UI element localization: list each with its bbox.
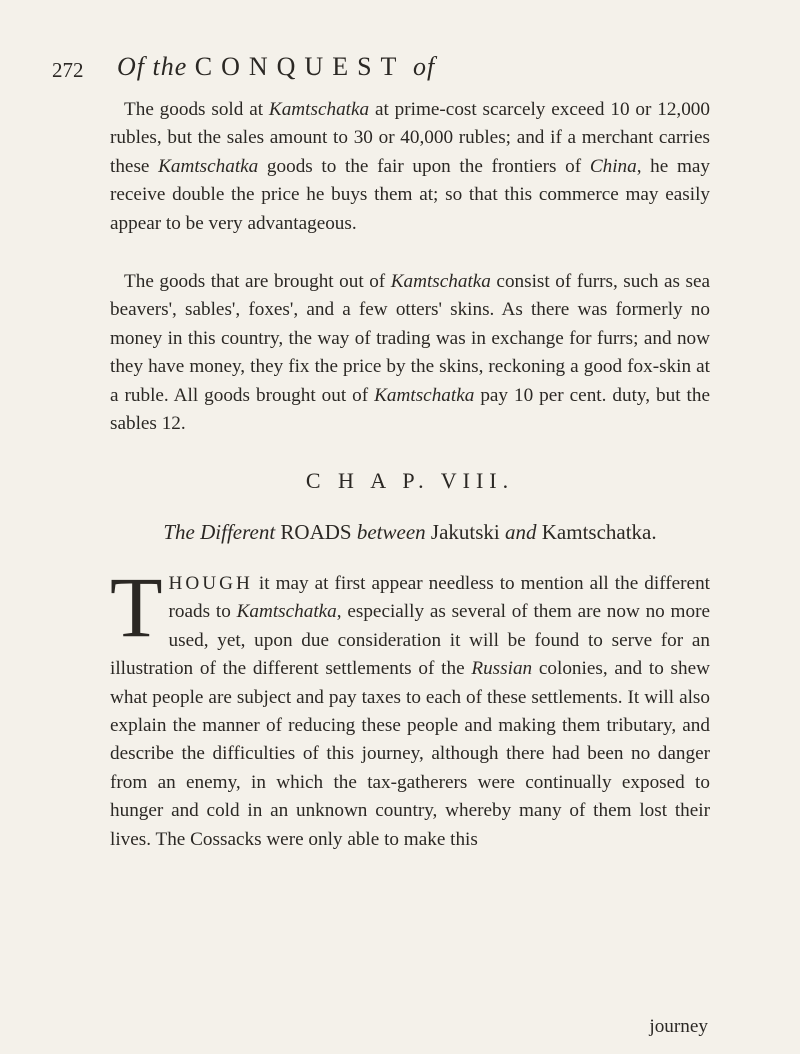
chapter-heading: C H A P. VIII. xyxy=(305,468,515,493)
first-word: HOUGH xyxy=(168,573,253,594)
paragraph-text: The goods that are brought out of Kamtschatka consist of furrs, such as sea beavers', sables', foxes', and a few otters' skins. As there was formerly no money in this country, the way of trading was in exchange for furrs; and now they have money, they fix the price by the skins, reckoning a good fox-skin at a ruble. All goods brought out of Kamtschatka pay 10 per cent. duty, but the sables 12. xyxy=(110,271,710,435)
paragraph-roads: THOUGH it may at first appear needless to mention all the different roads to Kamtschatka, especially as several of them are now no more used, yet, upon due consideration it will be found to serve for an illustration of the different settlements of the Russian colonies, and to shew what people are subject and pay taxes to each of these settlements. It will also explain the manner of reducing these people and making them tributary, and describe the difficulties of this journey, although there had been no danger from an enemy, in which the tax-gatherers were continually exposed to hunger and cold in an unknown country, whereby many of them lost their lives. The Cossacks were only able to make this xyxy=(110,559,710,850)
paragraph-furrs xyxy=(110,268,710,438)
chapter-subtitle: The Different ROADS between Jakutski and Kamtschatka. xyxy=(163,520,657,544)
page-number: 272 xyxy=(52,58,84,82)
paragraph-trade xyxy=(110,96,710,238)
drop-cap: T xyxy=(110,559,163,655)
catchword: journey xyxy=(649,1016,708,1037)
running-head: Of the CONQUEST of xyxy=(117,52,436,81)
page-header xyxy=(52,50,712,90)
paragraph-text: The goods sold at Kamtschatka at prime-cost scarcely exceed 10 or 12,000 rubles, but the sales amount to 30 or 40,000 rubles; and if a merchant carries these Kamtschatka goods to the fair upon the frontiers of China, he may receive double the price he buys them at; so that this commerce may easily appear to be very advantageous. xyxy=(110,99,710,234)
